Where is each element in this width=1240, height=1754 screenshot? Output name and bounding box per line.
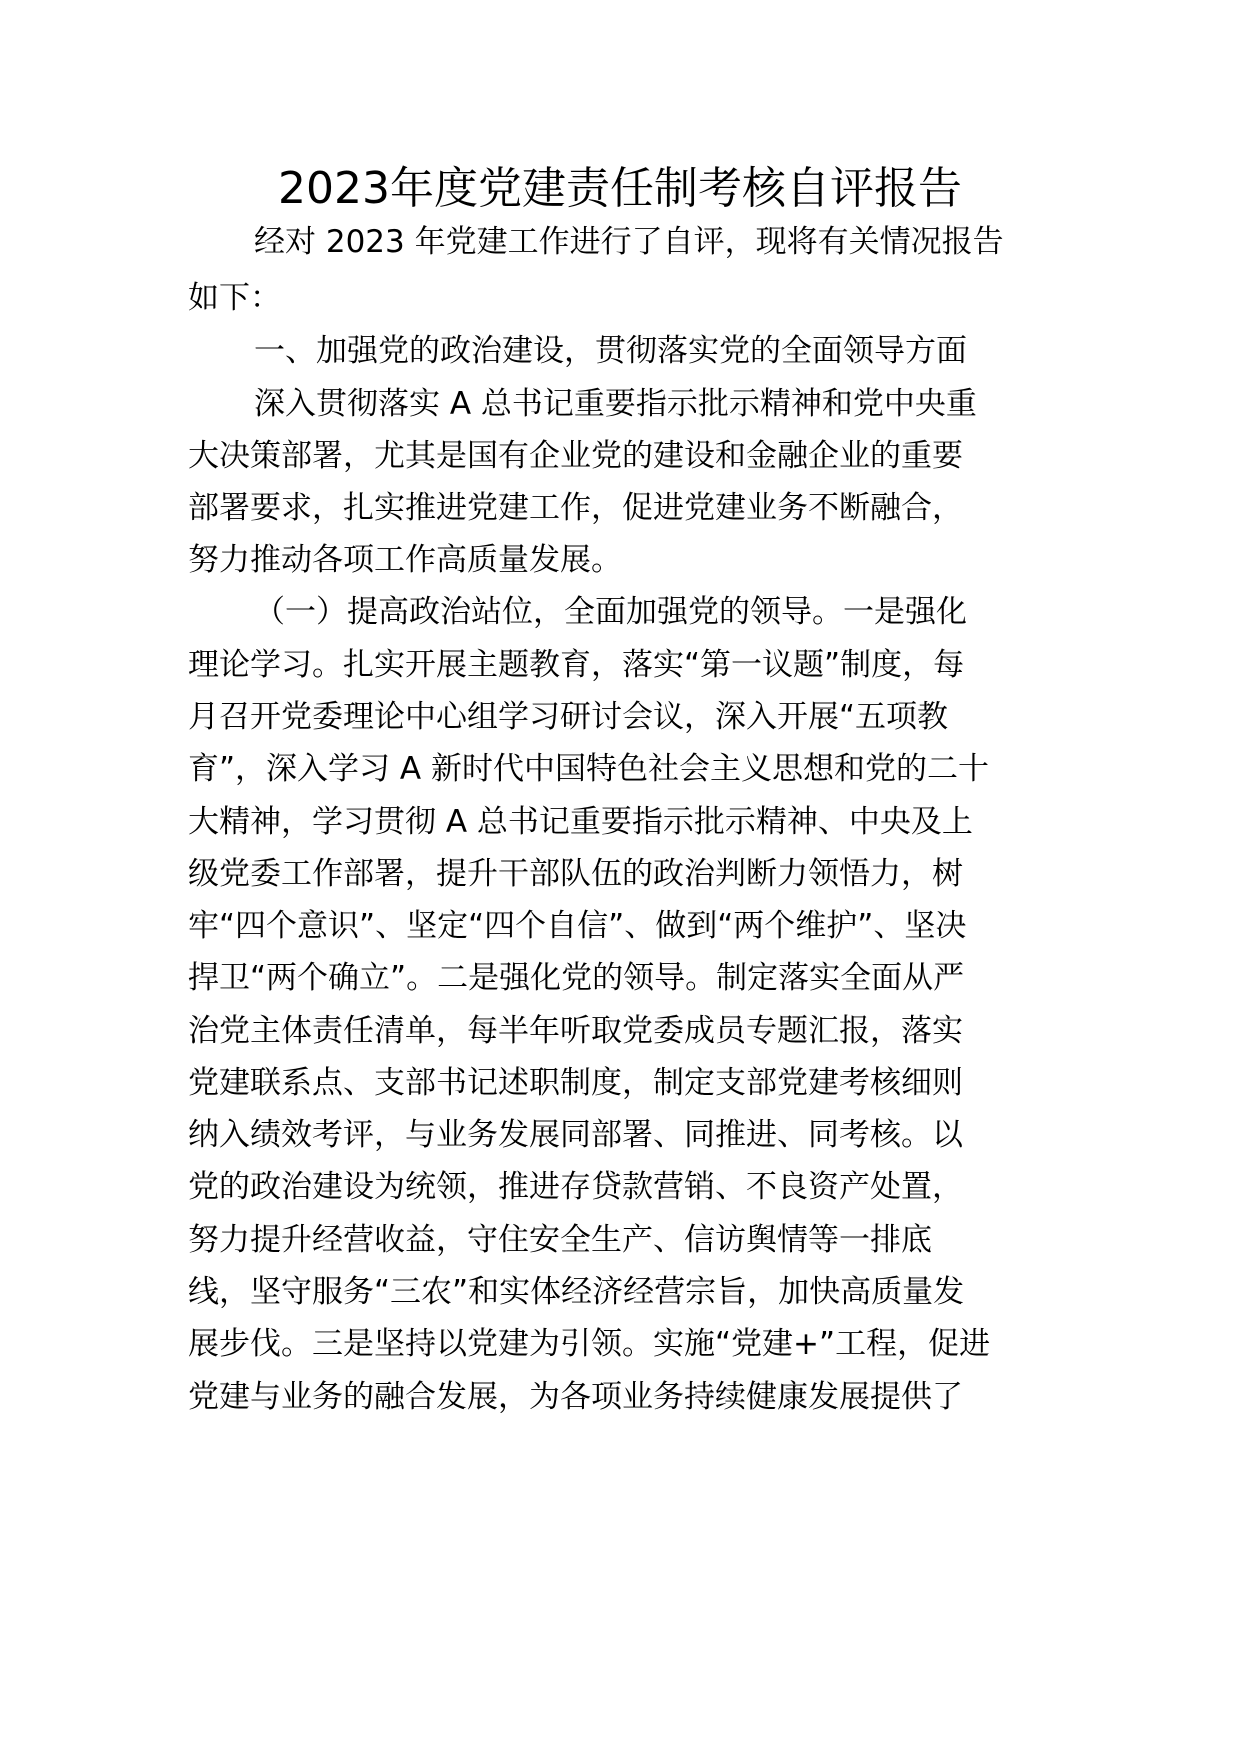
- paragraph-line: 治党主体责任清单，每半年听取党委成员专题汇报，落实: [188, 1013, 963, 1049]
- paragraph-line: 努力推动各项工作高质量发展。: [188, 542, 622, 578]
- paragraph-line: 党建联系点、支部书记述职制度，制定支部党建考核细则: [188, 1065, 963, 1101]
- paragraph-line: 深入贯彻落实 A 总书记重要指示批示精神和党中央重: [254, 386, 977, 422]
- paragraph-line: 月召开党委理论中心组学习研讨会议，深入开展“五项教: [188, 699, 949, 735]
- paragraph-line: 大决策部署，尤其是国有企业党的建设和金融企业的重要: [188, 438, 963, 474]
- paragraph-line: 党建与业务的融合发展，为各项业务持续健康发展提供了: [188, 1379, 963, 1415]
- paragraph-line: 级党委工作部署，提升干部队伍的政治判断力领悟力，树: [188, 856, 963, 892]
- paragraph-line: 牢“四个意识”、坚定“四个自信”、做到“两个维护”、坚决: [188, 908, 967, 944]
- document-title: 2023年度党建责任制考核自评报告: [278, 163, 962, 214]
- paragraph-line: 理论学习。扎实开展主题教育，落实“第一议题”制度，每: [188, 647, 965, 683]
- paragraph-line: 努力提升经营收益，守住安全生产、信访舆情等一排底: [188, 1222, 932, 1258]
- paragraph-line: 展步伐。三是坚持以党建为引领。实施“党建+”工程，促进: [188, 1326, 991, 1362]
- paragraph-line: 纳入绩效考评，与业务发展同部署、同推进、同考核。以: [188, 1117, 963, 1153]
- paragraph-line: 党的政治建设为统领，推进存贷款营销、不良资产处置，: [188, 1169, 963, 1205]
- paragraph-line: （一）提高政治站位，全面加强党的领导。一是强化: [254, 594, 967, 630]
- paragraph-line: 捍卫“两个确立”。二是强化党的领导。制定落实全面从严: [188, 960, 965, 996]
- section-heading: 一、加强党的政治建设，贯彻落实党的全面领导方面: [254, 333, 967, 369]
- paragraph-line: 育”，深入学习 A 新时代中国特色社会主义思想和党的二十: [188, 751, 989, 787]
- paragraph-line: 大精神，学习贯彻 A 总书记重要指示批示精神、中央及上: [188, 804, 973, 840]
- paragraph-line: 部署要求，扎实推进党建工作，促进党建业务不断融合，: [188, 490, 963, 526]
- paragraph-line: 如下：: [188, 280, 281, 316]
- paragraph-line: 线，坚守服务“三农”和实体经济经营宗旨，加快高质量发: [188, 1274, 965, 1310]
- paragraph-line: 经对 2023 年党建工作进行了自评，现将有关情况报告: [254, 224, 1004, 260]
